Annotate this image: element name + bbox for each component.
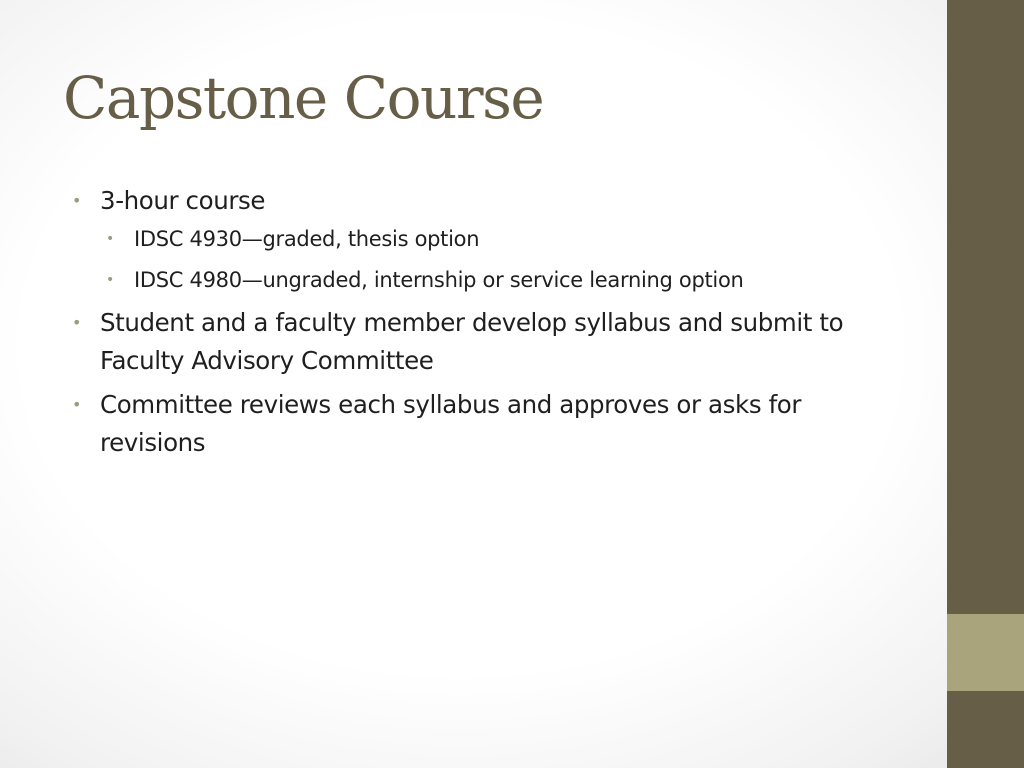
sub-bullet-item <box>106 222 912 256</box>
bullet-item <box>72 386 912 462</box>
bullet-text: Student and a faculty member develop syllabus and submit to Faculty Advisory Committee <box>100 308 844 375</box>
bullet-item <box>72 304 912 380</box>
sub-bullet-text: IDSC 4930—graded, thesis option <box>134 227 480 251</box>
bullet-item <box>72 182 912 220</box>
sub-bullet-text: IDSC 4980—ungraded, internship or service learning option <box>134 268 744 292</box>
slide-title: Capstone Course <box>63 64 544 132</box>
bullet-dot-icon: • <box>106 231 114 247</box>
bullet-list <box>72 182 912 468</box>
bullet-dot-icon: • <box>72 395 82 414</box>
bullet-text: 3-hour course <box>100 186 266 215</box>
bullet-text: Committee reviews each syllabus and approves or asks for revisions <box>100 390 802 457</box>
bullet-dot-icon: • <box>106 272 114 288</box>
side-bar-accent-decoration <box>947 614 1024 691</box>
bullet-dot-icon: • <box>72 313 82 332</box>
sub-bullet-item <box>106 263 912 297</box>
bullet-dot-icon: • <box>72 191 82 210</box>
